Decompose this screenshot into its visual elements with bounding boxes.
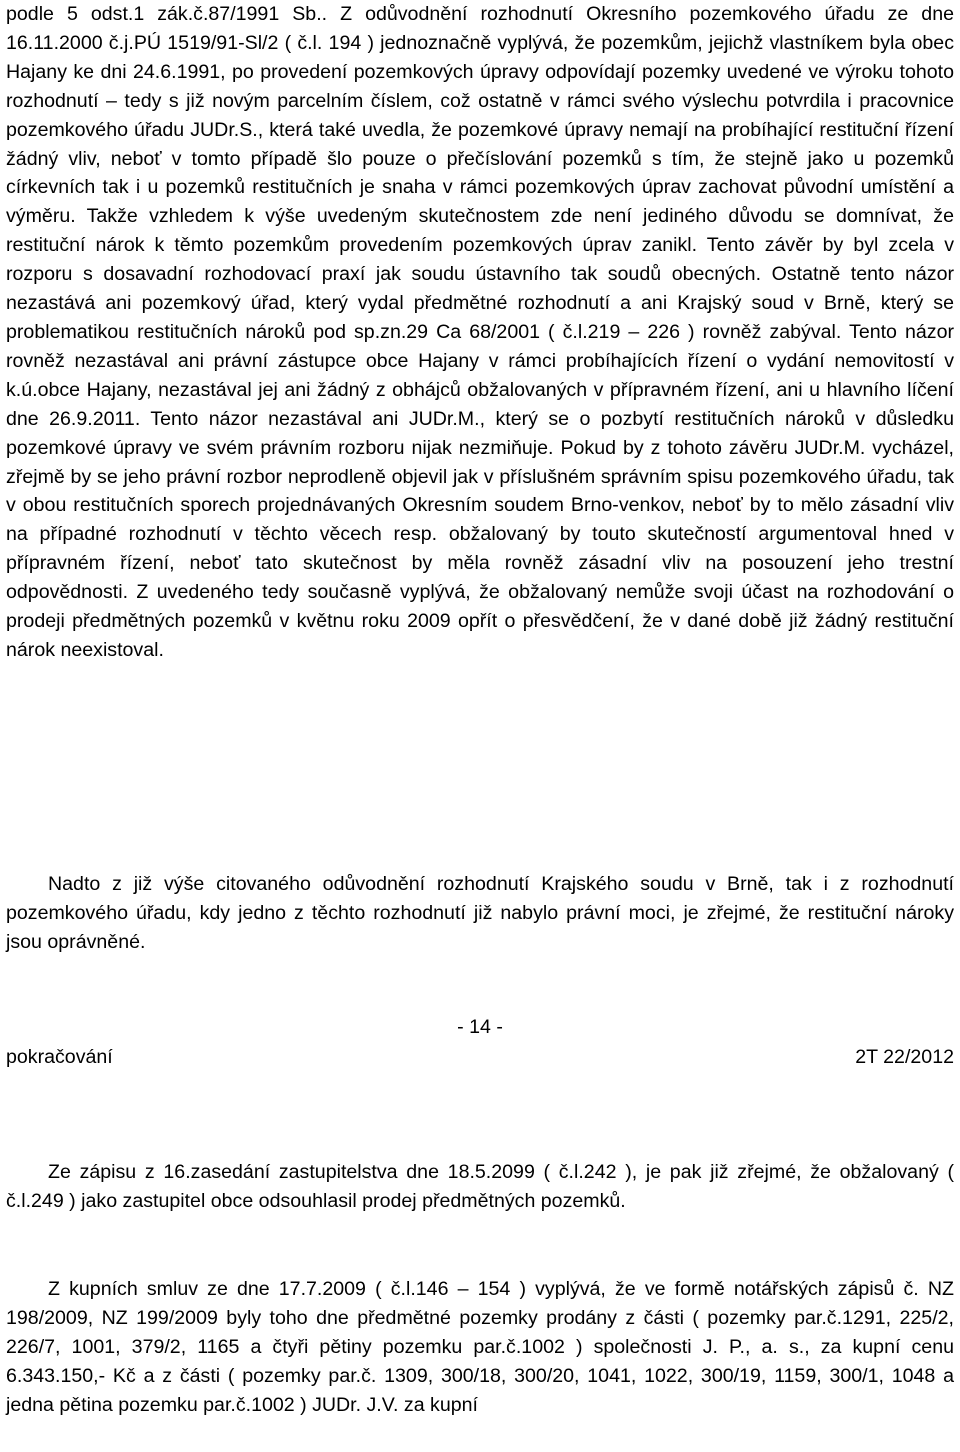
header-case-number: 2T 22/2012 bbox=[855, 1046, 954, 1068]
paragraph-council-minutes: Ze zápisu z 16.zasedání zastupitelstva dne 18.5.2099 ( č.l.242 ), je pak již zřejmé, že obžalovaný ( č.l.249 ) jako zastupitel obce odsouhlasil prodej předmětných pozemků. bbox=[6, 1161, 954, 1212]
page-number: - 14 - bbox=[457, 1016, 503, 1038]
paragraph-purchase-contracts: Z kupních smluv ze dne 17.7.2009 ( č.l.146 – 154 ) vyplývá, že ve formě notářských zápisů č. NZ 198/2009, NZ 199/2009 byly toho dne předmětné pozemky prodány z části ( pozemky par.č.1291, 225/2, 226/7, 1001, 379/2, 1165 a čtyři pětiny pozemku par.č.1002 ) společnosti J. P., a. s., za kupní cenu 6.343.150,- Kč a z části ( pozemky par.č. 1309, 300/18, 300/20, 1041, 1022, 300/19, 1159, 300/1, 1048 a jedna pětina pozemku par.č.1002 ) JUDr. J.V. za kupní bbox=[6, 1278, 954, 1416]
paragraph-land-adjustment: podle 5 odst.1 zák.č.87/1991 Sb.. Z odůvodnění rozhodnutí Okresního pozemkového úřadu ze dne 16.11.2000 č.j.PÚ 1519/91-Sl/2 ( č.l. 194 ) jednoznačně vyplývá, že pozemkům, jejichž vlastníkem byla obec Hajany ke dni 24.6.1991, po provedení pozemkových úpravy odpovídají pozemky uvedené ve výroku tohoto rozhodnutí – tedy s již novým parcelním číslem, což ostatně v rámci svého výslechu potvrdila i pracovnice pozemkového úřadu JUDr.S., která také uvedla, že pozemkové úpravy nemají na probíhající restituční řízení žádný vliv, neboť v tomto případě šlo pouze o přečíslování pozemků s tím, že stejně jako u pozemků církevních tak i u pozemků restitučních je snaha v rámci pozemkových úprav zachovat původní umístění a výměru. Takže vzhledem k výše uvedeným skutečnostem zde není jediného důvodu se domnívat, že restituční nárok k těmto pozemkům provedením pozemkových úprav zanikl. Tento závěr by byl zcela v rozporu s dosavadní rozhodovací praxí jak soudu ústavního tak soudů obecných. Ostatně tento názor nezastává ani pozemkový úřad, který vydal předmětné rozhodnutí a ani Krajský soud v Brně, který se problematikou restitučních nároků pod sp.zn.29 Ca 68/2001 ( č.l.219 – 226 ) rovněž zabýval. Tento názor rovněž nezastával ani právní zástupce obce Hajany v rámci probíhajících řízení o vydání nemovitostí v k.ú.obce Hajany, nezastával jej ani žádný z obhájců obžalovaných v přípravném řízení, ani u hlavního líčení dne 26.9.2011. Tento názor nezastával ani JUDr.M., který se o pozbytí restitučních nároků v důsledku pozemkové úpravy ve svém právním rozboru nijak nezmiňuje. Pokud by z tohoto závěru JUDr.M. vycházel, zřejmě by se jeho právní rozbor neprodleně objevil jak v příslušném správním spisu pozemkového úřadu, tak v obou restitučních sporech projednávaných Okresním soudem Brno-venkov, neboť by to mělo zásadní vliv na případné rozhodnutí v těchto věcech resp. obžalovaný by touto skutečností argumentoval hned v přípravném řízení, neboť tato skutečnost by měla rovněž zásadní vliv na posouzení jeho trestní odpovědnosti. Z uvedeného tedy současně vyplývá, že obžalovaný nemůže svoji účast na rozhodování o prodeji předmětných pozemků v květnu roku 2009 opřít o přesvědčení, že v dané době již žádný restituční nárok neexistoval. bbox=[6, 3, 954, 661]
header-continuation-label: pokračování bbox=[6, 1046, 113, 1068]
running-header bbox=[6, 1043, 954, 1072]
paragraph-restitution-claims: Nadto z již výše citovaného odůvodnění rozhodnutí Krajského soudu v Brně, tak i z rozhodnutí pozemkového úřadu, kdy jedno z těchto rozhodnutí již nabylo právní moci, je zřejmé, že restituční nároky jsou oprávněné. bbox=[6, 873, 954, 953]
